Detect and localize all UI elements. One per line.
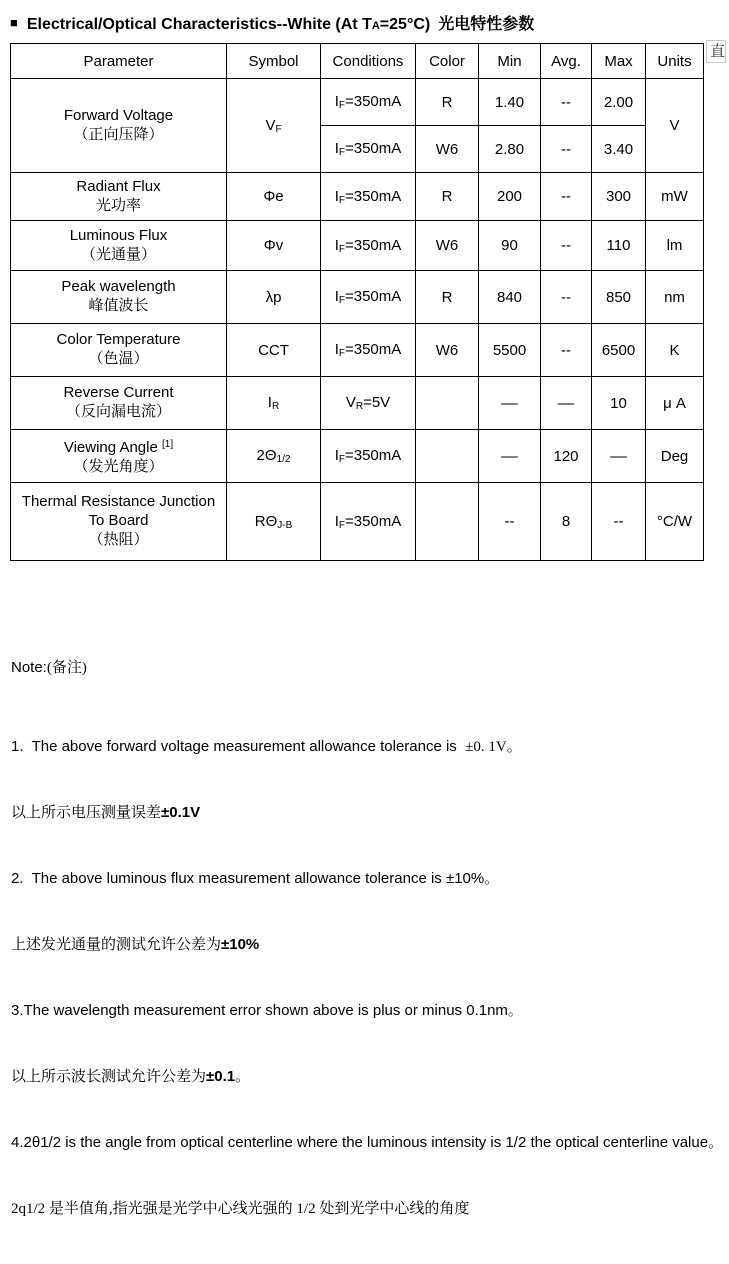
- thermal-resistance-parameter-cell: Thermal Resistance Junction To Board （热阻）: [11, 483, 227, 561]
- color-temperature-avg-cell: --: [541, 324, 592, 377]
- note-3-en: 3.The wavelength measurement error shown above is plus or minus 0.1nm。: [11, 1002, 523, 1019]
- color-temperature-symbol-cell: CCT: [227, 324, 321, 377]
- forward-voltage-r-min-cell: 1.40: [479, 79, 541, 126]
- radiant-flux-color-cell: R: [416, 173, 479, 221]
- peak-wavelength-min-cell: 840: [479, 271, 541, 324]
- row-viewing-angle: [11, 430, 704, 483]
- notes-heading-cn: (备注): [46, 660, 87, 676]
- forward-voltage-r-color-cell: R: [416, 79, 479, 126]
- forward-voltage-w6-avg-cell: --: [541, 126, 592, 173]
- reverse-current-parameter-cell: Reverse Current （反向漏电流）: [11, 377, 227, 430]
- peak-wavelength-color-cell: R: [416, 271, 479, 324]
- forward-voltage-w6-color-cell: W6: [416, 126, 479, 173]
- forward-voltage-units-cell: V: [646, 79, 704, 173]
- color-temperature-color-cell: W6: [416, 324, 479, 377]
- thermal-resistance-min-cell: --: [479, 483, 541, 561]
- col-header-parameter: Parameter: [11, 44, 227, 79]
- color-temperature-max-cell: 6500: [592, 324, 646, 377]
- reverse-current-min-cell: ––: [479, 377, 541, 430]
- peak-wavelength-conditions-cell: IF=350mA: [321, 271, 416, 324]
- viewing-angle-symbol-cell: 2Θ1/2: [227, 430, 321, 483]
- forward-voltage-r-conditions-cell: IF=350mA: [321, 79, 416, 126]
- footnote-ref: [1]: [162, 438, 174, 450]
- luminous-flux-avg-cell: --: [541, 221, 592, 271]
- parameter-name-cn: （正向压降）: [73, 126, 164, 143]
- col-header-avg: Avg.: [541, 44, 592, 79]
- col-header-color: Color: [416, 44, 479, 79]
- reverse-current-conditions-cell: VR=5V: [321, 377, 416, 430]
- thermal-resistance-conditions-cell: IF=350mA: [321, 483, 416, 561]
- row-radiant-flux: [11, 173, 704, 221]
- symbol-subscript: F: [275, 123, 282, 135]
- col-header-min: Min: [479, 44, 541, 79]
- peak-wavelength-symbol-cell: λp: [227, 271, 321, 324]
- note-4-cn: 2q1/2 是半值角,指光强是光学中心线光强的 1/2 处到光学中心线的角度: [11, 1201, 470, 1217]
- col-header-conditions: Conditions: [321, 44, 416, 79]
- radiant-flux-parameter-cell: Radiant Flux 光功率: [11, 173, 227, 221]
- parameter-name-en: Forward Voltage: [63, 106, 174, 124]
- luminous-flux-max-cell: 110: [592, 221, 646, 271]
- viewing-angle-parameter-cell: Viewing Angle [1] （发光角度）: [11, 430, 227, 483]
- radiant-flux-avg-cell: --: [541, 173, 592, 221]
- section-title-cn: 光电特性参数: [438, 16, 535, 33]
- reverse-current-units-cell: μ A: [646, 377, 704, 430]
- forward-voltage-w6-conditions-cell: IF=350mA: [321, 126, 416, 173]
- forward-voltage-w6-min-cell: 2.80: [479, 126, 541, 173]
- luminous-flux-conditions-cell: IF=350mA: [321, 221, 416, 271]
- overlay-tool-glyph-icon: 直: [710, 44, 726, 60]
- row-reverse-current: [11, 377, 704, 430]
- row-color-temperature: [11, 324, 704, 377]
- section-title: [10, 11, 729, 34]
- note-2-en: 2. The above luminous flux measurement allowance tolerance is ±10%。: [11, 870, 500, 887]
- notes-heading-en: Note:: [11, 659, 47, 676]
- note-3-cn: 以上所示波长测试允许公差为±0.1。: [11, 1068, 251, 1085]
- notes-heading: [11, 657, 727, 679]
- reverse-current-symbol-cell: IR: [227, 377, 321, 430]
- viewing-angle-conditions-cell: IF=350mA: [321, 430, 416, 483]
- radiant-flux-max-cell: 300: [592, 173, 646, 221]
- luminous-flux-parameter-cell: Luminous Flux （光通量）: [11, 221, 227, 271]
- reverse-current-max-cell: 10: [592, 377, 646, 430]
- peak-wavelength-parameter-cell: Peak wavelength 峰值波长: [11, 271, 227, 324]
- row-peak-wavelength: [11, 271, 704, 324]
- notes-section: [11, 613, 727, 1264]
- col-header-symbol: Symbol: [227, 44, 321, 79]
- note-4-en: 4.2θ1/2 is the angle from optical centerline where the luminous intensity is 1/2 the optical centerline value。: [11, 1134, 724, 1151]
- thermal-resistance-avg-cell: 8: [541, 483, 592, 561]
- color-temperature-units-cell: K: [646, 324, 704, 377]
- col-header-max: Max: [592, 44, 646, 79]
- thermal-resistance-units-cell: °C/W: [646, 483, 704, 561]
- thermal-resistance-max-cell: --: [592, 483, 646, 561]
- luminous-flux-units-cell: lm: [646, 221, 704, 271]
- thermal-resistance-color-cell: [416, 483, 479, 561]
- radiant-flux-units-cell: mW: [646, 173, 704, 221]
- forward-voltage-symbol-cell: [227, 79, 321, 173]
- title-text-post: =25°C): [379, 16, 431, 33]
- note-1-cn: 以上所示电压测量误差±0.1V: [11, 804, 201, 821]
- title-text-pre: Electrical/Optical Characteristics--White (At T: [26, 16, 372, 33]
- characteristics-table: [10, 43, 704, 561]
- forward-voltage-parameter-cell: [11, 79, 227, 173]
- viewing-angle-max-cell: ––: [592, 430, 646, 483]
- peak-wavelength-avg-cell: --: [541, 271, 592, 324]
- radiant-flux-symbol-cell: Φe: [227, 173, 321, 221]
- radiant-flux-min-cell: 200: [479, 173, 541, 221]
- section-title-en: [27, 16, 430, 33]
- section-bullet-icon: ■: [10, 15, 18, 30]
- note-1-en: 1. The above forward voltage measurement allowance tolerance is ±0. 1V。: [11, 738, 522, 755]
- peak-wavelength-units-cell: nm: [646, 271, 704, 324]
- luminous-flux-color-cell: W6: [416, 221, 479, 271]
- viewing-angle-min-cell: ––: [479, 430, 541, 483]
- row-forward-voltage-r: [11, 79, 704, 126]
- thermal-resistance-symbol-cell: RΘJ-B: [227, 483, 321, 561]
- reverse-current-avg-cell: ––: [541, 377, 592, 430]
- row-thermal-resistance: [11, 483, 704, 561]
- color-temperature-min-cell: 5500: [479, 324, 541, 377]
- viewing-angle-units-cell: Deg: [646, 430, 704, 483]
- forward-voltage-r-max-cell: 2.00: [592, 79, 646, 126]
- symbol-main: V: [265, 116, 276, 134]
- forward-voltage-w6-max-cell: 3.40: [592, 126, 646, 173]
- viewing-angle-avg-cell: 120: [541, 430, 592, 483]
- row-luminous-flux: [11, 221, 704, 271]
- color-temperature-parameter-cell: Color Temperature （色温）: [11, 324, 227, 377]
- table-header-row: [11, 44, 704, 79]
- color-temperature-conditions-cell: IF=350mA: [321, 324, 416, 377]
- note-2-cn: 上述发光通量的测试允许公差为±10%: [11, 936, 260, 953]
- luminous-flux-min-cell: 90: [479, 221, 541, 271]
- overlay-tool-button[interactable]: [706, 40, 726, 63]
- forward-voltage-r-avg-cell: --: [541, 79, 592, 126]
- viewing-angle-color-cell: [416, 430, 479, 483]
- reverse-current-color-cell: [416, 377, 479, 430]
- peak-wavelength-max-cell: 850: [592, 271, 646, 324]
- luminous-flux-symbol-cell: Φv: [227, 221, 321, 271]
- title-subscript: A: [371, 20, 380, 32]
- radiant-flux-conditions-cell: IF=350mA: [321, 173, 416, 221]
- col-header-units: Units: [646, 44, 704, 79]
